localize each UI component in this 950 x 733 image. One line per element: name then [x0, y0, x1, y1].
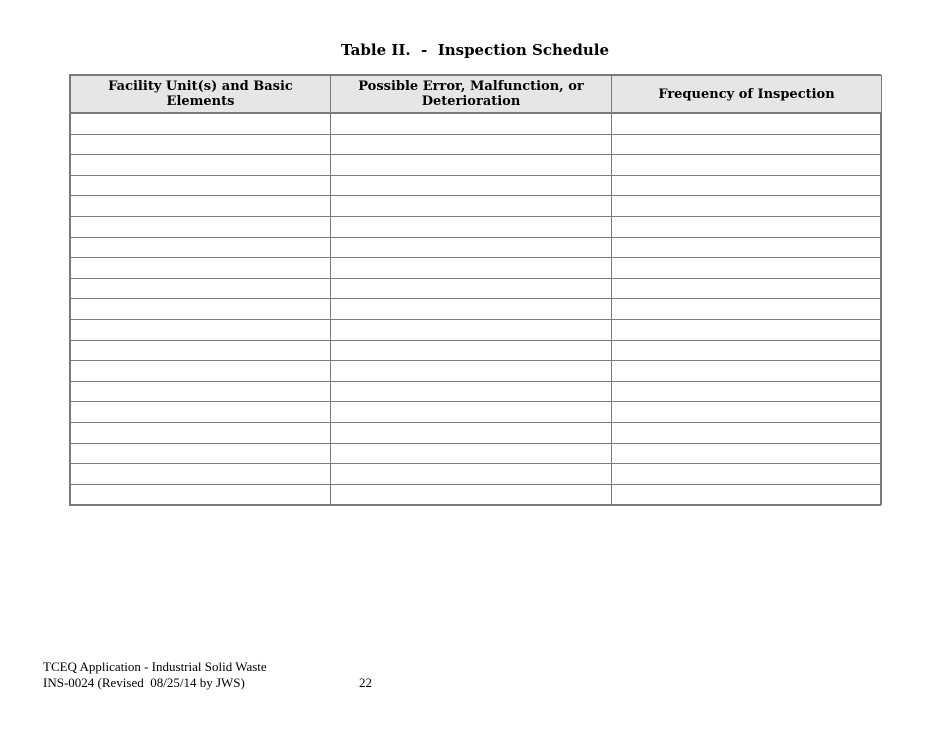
table-row — [71, 216, 882, 237]
facility-unit-cell[interactable] — [71, 361, 331, 382]
possible-error-cell[interactable] — [331, 196, 612, 217]
frequency-cell[interactable] — [612, 134, 882, 155]
table-row — [71, 175, 882, 196]
frequency-cell[interactable] — [612, 361, 882, 382]
table-row — [71, 422, 882, 443]
possible-error-cell[interactable] — [331, 175, 612, 196]
facility-unit-cell[interactable] — [71, 258, 331, 279]
inspection-schedule-table — [69, 74, 881, 506]
table-row — [71, 278, 882, 299]
page-number: 22 — [359, 675, 372, 690]
frequency-cell[interactable] — [612, 484, 882, 505]
header-facility-unit: Facility Unit(s) and Basic Elements — [71, 76, 331, 114]
possible-error-cell[interactable] — [331, 299, 612, 320]
frequency-cell[interactable] — [612, 113, 882, 134]
possible-error-cell[interactable] — [331, 216, 612, 237]
table-row — [71, 155, 882, 176]
facility-unit-cell[interactable] — [71, 196, 331, 217]
facility-unit-cell[interactable] — [71, 402, 331, 423]
possible-error-cell[interactable] — [331, 134, 612, 155]
facility-unit-cell[interactable] — [71, 175, 331, 196]
frequency-cell[interactable] — [612, 216, 882, 237]
frequency-cell[interactable] — [612, 155, 882, 176]
possible-error-cell[interactable] — [331, 402, 612, 423]
possible-error-cell[interactable] — [331, 381, 612, 402]
table-row — [71, 319, 882, 340]
frequency-cell[interactable] — [612, 278, 882, 299]
frequency-cell[interactable] — [612, 422, 882, 443]
table-row — [71, 464, 882, 485]
facility-unit-cell[interactable] — [71, 484, 331, 505]
table-row — [71, 381, 882, 402]
table-row — [71, 258, 882, 279]
possible-error-cell[interactable] — [331, 258, 612, 279]
possible-error-cell[interactable] — [331, 484, 612, 505]
frequency-cell[interactable] — [612, 258, 882, 279]
frequency-cell[interactable] — [612, 299, 882, 320]
table-row — [71, 134, 882, 155]
frequency-cell[interactable] — [612, 319, 882, 340]
facility-unit-cell[interactable] — [71, 381, 331, 402]
footer-form-line: INS-0024 (Revised 08/25/14 by JWS) — [43, 675, 245, 690]
header-frequency: Frequency of Inspection — [612, 76, 882, 114]
frequency-cell[interactable] — [612, 381, 882, 402]
frequency-cell[interactable] — [612, 196, 882, 217]
possible-error-cell[interactable] — [331, 155, 612, 176]
facility-unit-cell[interactable] — [71, 422, 331, 443]
table-row — [71, 299, 882, 320]
possible-error-cell[interactable] — [331, 464, 612, 485]
possible-error-cell[interactable] — [331, 319, 612, 340]
table-row — [71, 402, 882, 423]
table-row — [71, 196, 882, 217]
facility-unit-cell[interactable] — [71, 299, 331, 320]
facility-unit-cell[interactable] — [71, 319, 331, 340]
possible-error-cell[interactable] — [331, 113, 612, 134]
facility-unit-cell[interactable] — [71, 155, 331, 176]
facility-unit-cell[interactable] — [71, 340, 331, 361]
table-row — [71, 113, 882, 134]
possible-error-cell[interactable] — [331, 340, 612, 361]
possible-error-cell[interactable] — [331, 422, 612, 443]
frequency-cell[interactable] — [612, 340, 882, 361]
frequency-cell[interactable] — [612, 464, 882, 485]
frequency-cell[interactable] — [612, 443, 882, 464]
table-row — [71, 340, 882, 361]
facility-unit-cell[interactable] — [71, 443, 331, 464]
possible-error-cell[interactable] — [331, 278, 612, 299]
table-row — [71, 361, 882, 382]
facility-unit-cell[interactable] — [71, 113, 331, 134]
frequency-cell[interactable] — [612, 402, 882, 423]
footer-application-line: TCEQ Application - Industrial Solid Waste — [43, 659, 267, 674]
possible-error-cell[interactable] — [331, 443, 612, 464]
facility-unit-cell[interactable] — [71, 278, 331, 299]
frequency-cell[interactable] — [612, 175, 882, 196]
table-title: Table II. - Inspection Schedule — [340, 41, 610, 59]
table-row — [71, 443, 882, 464]
possible-error-cell[interactable] — [331, 361, 612, 382]
table-row — [71, 237, 882, 258]
facility-unit-cell[interactable] — [71, 216, 331, 237]
frequency-cell[interactable] — [612, 237, 882, 258]
facility-unit-cell[interactable] — [71, 134, 331, 155]
facility-unit-cell[interactable] — [71, 237, 331, 258]
footer-info — [43, 659, 267, 691]
table-row — [71, 484, 882, 505]
table-header-row — [71, 76, 882, 114]
facility-unit-cell[interactable] — [71, 464, 331, 485]
header-possible-error: Possible Error, Malfunction, or Deterioration — [331, 76, 612, 114]
possible-error-cell[interactable] — [331, 237, 612, 258]
